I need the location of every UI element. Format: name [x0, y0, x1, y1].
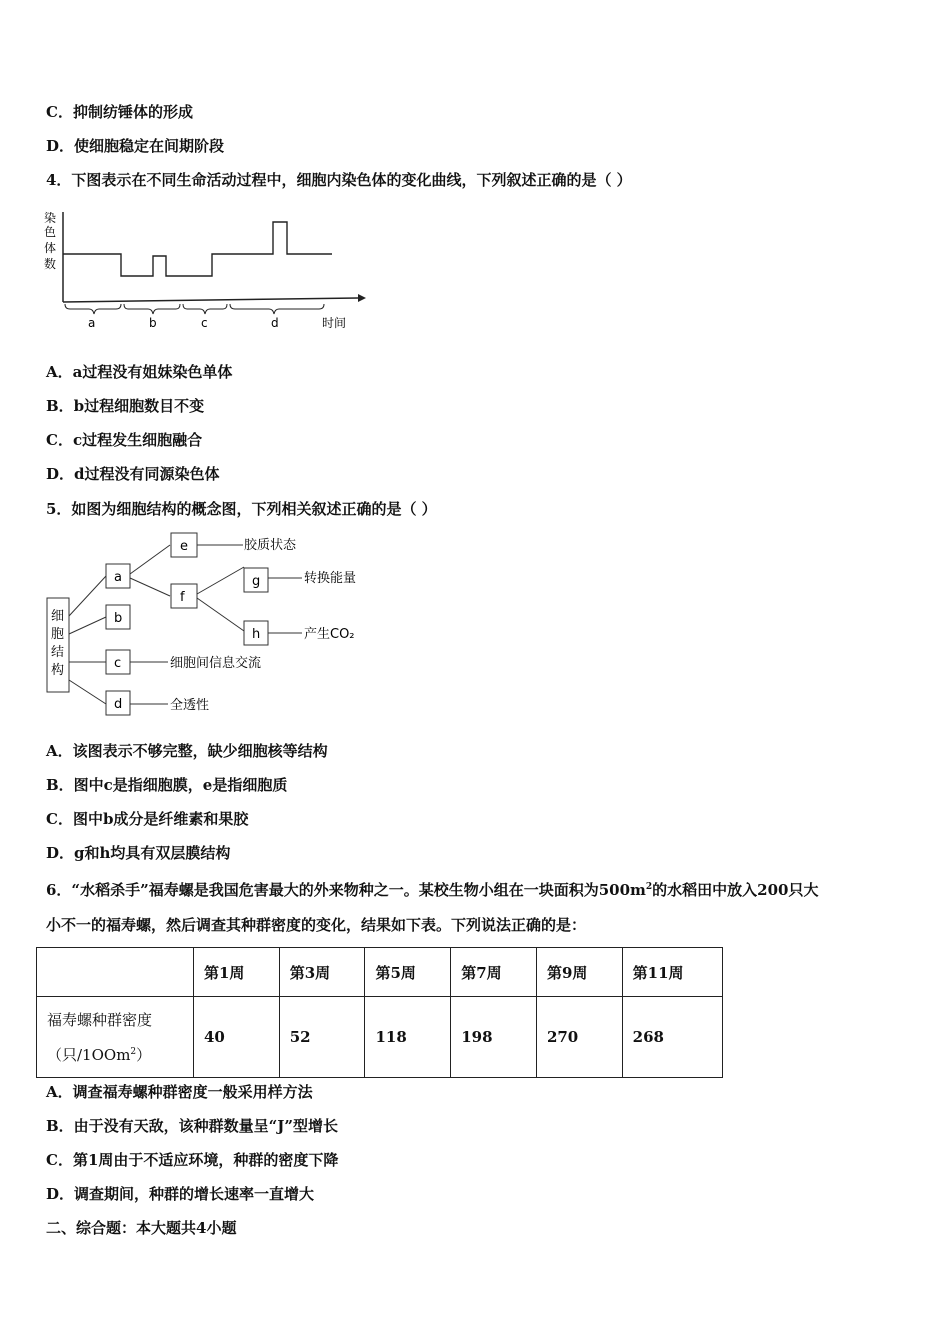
- q4-brace-c: [183, 304, 227, 314]
- q4-option-b: B．b过程细胞数目不变: [46, 397, 205, 415]
- q4-segment-d: d: [271, 316, 279, 330]
- svg-text:b: b: [114, 611, 123, 626]
- svg-text:f: f: [180, 590, 185, 605]
- table-cell: 268: [622, 997, 722, 1078]
- q6-stem-line2: 小不一的福寿螺，然后调查其种群密度的变化，结果如下表。下列说法正确的是：: [46, 916, 587, 934]
- q6-density-table: [36, 947, 723, 1078]
- q4-ylabel-2: 色: [44, 225, 57, 239]
- q4-brace-a: [65, 304, 121, 314]
- q4-option-d: D．d过程没有同源染色体: [46, 465, 220, 483]
- q4-ylabel-1: 染: [44, 211, 57, 225]
- table-cell: 40: [194, 997, 280, 1078]
- svg-text:a: a: [114, 570, 122, 585]
- q5-label-c: 细胞间信息交流: [170, 656, 262, 671]
- table-cell: 198: [451, 997, 537, 1078]
- q6-option-a: A．调查福寿螺种群密度一般采用样方法: [46, 1083, 313, 1101]
- svg-text:g: g: [252, 574, 261, 589]
- q4-stem: 4．下图表示在不同生命活动过程中，细胞内染色体的变化曲线，下列叙述正确的是（ ）: [46, 171, 632, 189]
- q6-stem-line1: 6．“水稻杀手”福寿螺是我国危害最大的外来物种之一。某校生物小组在一块面积为$500m^2$的水稻田中放入200只大: [46, 881, 819, 899]
- section-heading: 二、综合题：本大题共4小题: [46, 1219, 237, 1237]
- q3-option-c: C．抑制纺锤体的形成: [46, 103, 193, 121]
- table-cell: 52: [279, 997, 365, 1078]
- svg-text:c: c: [114, 656, 122, 671]
- table-cell: 270: [536, 997, 622, 1078]
- q4-option-c: C．c过程发生细胞融合: [46, 431, 203, 449]
- q5-concept-map: [40, 528, 370, 723]
- q4-ylabel-3: 体: [44, 241, 57, 255]
- svg-text:d: d: [114, 697, 123, 712]
- table-header-cell: 第9周: [536, 948, 622, 997]
- q5-root-4: 构: [51, 663, 65, 678]
- q4-x-axis: [63, 298, 358, 302]
- table-header-cell: 第11周: [622, 948, 722, 997]
- q4-x-arrow: [358, 294, 366, 302]
- q5-root-1: 细: [51, 609, 65, 624]
- q4-brace-d: [230, 304, 324, 314]
- q4-option-a: A．a过程没有姐妹染色单体: [46, 363, 233, 381]
- table-header-cell: 第3周: [279, 948, 365, 997]
- q4-xlabel: 时间: [322, 316, 347, 330]
- q5-label-d: 全透性: [170, 698, 210, 713]
- q6-option-c: C．第1周由于不适应环境，种群的密度下降: [46, 1151, 339, 1169]
- q5-option-b: B．图中c是指细胞膜，e是指细胞质: [46, 776, 288, 794]
- table-header-cell: [37, 948, 194, 997]
- q4-segment-c: c: [201, 316, 208, 330]
- q5-label-g: 转换能量: [304, 571, 357, 586]
- q5-option-d: D．g和h均具有双层膜结构: [46, 844, 231, 862]
- table-header-row: [37, 948, 723, 997]
- q4-brace-b: [124, 304, 180, 314]
- q5-root-2: 胞: [51, 627, 65, 642]
- q4-segment-a: a: [88, 316, 96, 330]
- q6-option-b: B．由于没有天敌，该种群数量呈“J”型增长: [46, 1117, 339, 1135]
- table-row-label: 福寿螺种群密度 （只/1OOm$^2$）: [37, 997, 194, 1078]
- table-header-cell: 第1周: [194, 948, 280, 997]
- q6-option-d: D．调查期间，种群的增长速率一直增大: [46, 1185, 315, 1203]
- table-row: [37, 997, 723, 1078]
- svg-text:h: h: [252, 627, 261, 642]
- table-cell: 118: [365, 997, 451, 1078]
- q4-curve: [63, 222, 332, 276]
- q3-option-d: D．使细胞稳定在间期阶段: [46, 137, 225, 155]
- svg-text:e: e: [180, 539, 188, 554]
- q5-label-e: 胶质状态: [244, 538, 297, 553]
- q4-ylabel-4: 数: [44, 257, 57, 271]
- q4-chromosome-figure: [40, 208, 370, 333]
- q5-option-a: A．该图表示不够完整，缺少细胞核等结构: [46, 742, 328, 760]
- table-header-cell: 第5周: [365, 948, 451, 997]
- q5-option-c: C．图中b成分是纤维素和果胶: [46, 810, 249, 828]
- table-header-cell: 第7周: [451, 948, 537, 997]
- q5-stem: 5．如图为细胞结构的概念图，下列相关叙述正确的是（ ）: [46, 500, 437, 518]
- q5-label-h: 产生CO₂: [304, 627, 355, 642]
- q4-segment-b: b: [149, 316, 157, 330]
- q5-root-3: 结: [51, 645, 65, 660]
